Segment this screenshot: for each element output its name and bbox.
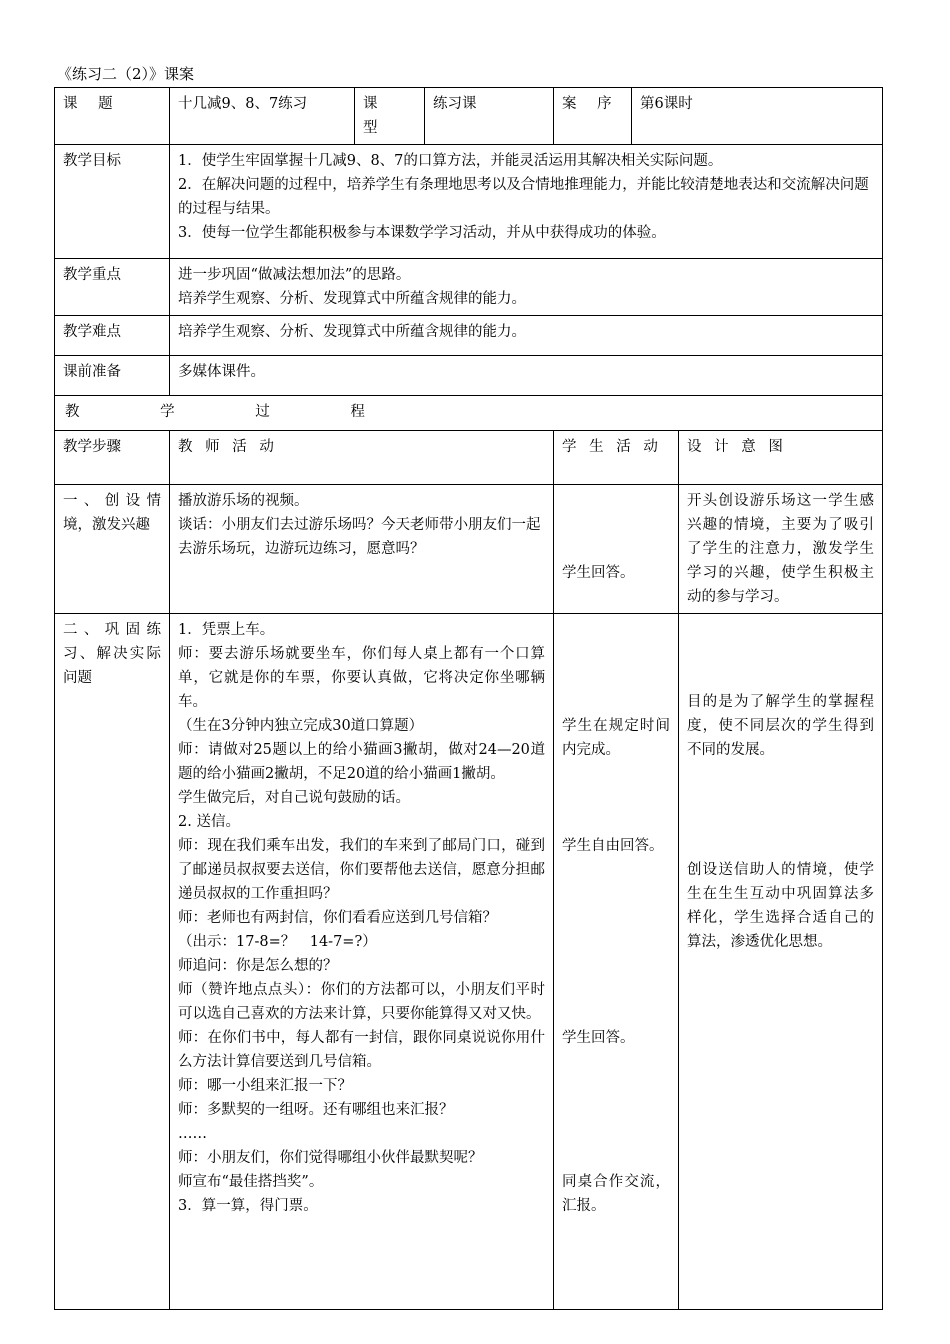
preparation-text: 多媒体课件。 — [170, 356, 883, 396]
header-row — [55, 88, 883, 145]
col-step-header: 教学步骤 — [55, 431, 170, 485]
teacher-line: 谈话：小朋友们去过游乐场吗？今天老师带小朋友们一起去游乐场玩，边游玩边练习，愿意吗？ — [178, 517, 541, 557]
teacher-line: 播放游乐场的视频。 — [178, 493, 309, 509]
student-line: 学生在规定时间内完成。 — [562, 718, 670, 758]
difficulty-label: 教学难点 — [55, 316, 170, 356]
key-points-row — [55, 259, 883, 316]
topic-value: 十几减9、8、7练习 — [170, 88, 355, 145]
teacher-line: 学生做完后，对自己说句鼓励的话。 — [178, 790, 410, 806]
intent-line: 目的是为了解学生的掌握程度，使不同层次的学生得到不同的发展。 — [687, 694, 875, 758]
teacher-line: 师追问：你是怎么想的？ — [178, 958, 338, 974]
student-line: 学生回答。 — [562, 565, 635, 581]
teacher-line: 师：现在我们乘车出发，我们的车来到了邮局门口，碰到了邮递员叔叔要去送信，你们要帮他去送信，愿意分担邮递员叔叔的工作重担吗？ — [178, 838, 545, 902]
type-value: 练习课 — [425, 88, 554, 145]
key-points-label: 教学重点 — [55, 259, 170, 316]
teacher-line: 师（赞许地点点头）：你们的方法都可以，小朋友们平时可以选自己喜欢的方法来计算，只要你能算得又对又快。 — [178, 982, 545, 1022]
goals-label: 教学目标 — [55, 145, 170, 259]
step1-student — [554, 485, 679, 614]
preparation-label: 课前准备 — [55, 356, 170, 396]
student-line: 同桌合作交流，汇报。 — [562, 1174, 670, 1214]
goals-row — [55, 145, 883, 259]
teacher-line: 师：要去游乐场就要坐车，你们每人桌上都有一个口算单，它就是你的车票，你要认真做，它将决定你坐哪辆车。 — [178, 646, 545, 710]
difficulty-text: 培养学生观察、分析、发现算式中所蕴含规律的能力。 — [170, 316, 883, 356]
student-line: 学生自由回答。 — [562, 838, 664, 854]
step1-teacher — [170, 485, 554, 614]
difficulty-row — [55, 316, 883, 356]
col-teacher-header: 教 师 活 动 — [170, 431, 554, 485]
order-value: 第6课时 — [632, 88, 883, 145]
teacher-line: （生在3分钟内独立完成30道口算题） — [178, 718, 424, 734]
goal-item: 1．使学生牢固掌握十几减9、8、7的口算方法，并能灵活运用其解决相关实际问题。 — [178, 153, 723, 169]
step2-name: 二、巩固练习、解决实际问题 — [55, 614, 170, 1310]
teacher-line: 师：请做对25题以上的给小猫画3撇胡，做对24—20道题的给小猫画2撇胡，不足20道的给小猫画1撇胡。 — [178, 742, 545, 782]
key-point-line: 进一步巩固“做减法想加法”的思路。 — [178, 267, 411, 283]
col-student-header: 学 生 活 动 — [554, 431, 679, 485]
process-header-row — [55, 431, 883, 485]
goals-content — [170, 145, 883, 259]
order-label: 案 序 — [554, 88, 632, 145]
lesson-plan-table — [54, 87, 883, 1310]
process-title-row — [55, 396, 883, 431]
student-line: 学生回答。 — [562, 1030, 635, 1046]
step2-intent — [679, 614, 883, 1310]
teacher-line: …… — [178, 1126, 207, 1142]
teacher-line: 师宣布“最佳搭挡奖”。 — [178, 1174, 324, 1190]
step2-student — [554, 614, 679, 1310]
teacher-line: 师：哪一小组来汇报一下？ — [178, 1078, 352, 1094]
teacher-line: 1．凭票上车。 — [178, 622, 275, 638]
col-intent-header: 设 计 意 图 — [679, 431, 883, 485]
teacher-line: 师：老师也有两封信，你们看看应送到几号信箱？ — [178, 910, 497, 926]
teacher-line: 2. 送信。 — [178, 814, 240, 830]
teacher-line: 师：在你们书中，每人都有一封信，跟你同桌说说你用什么方法计算信要送到几号信箱。 — [178, 1030, 545, 1070]
teacher-line: （出示：17-8=？ 14-7=?） — [178, 934, 377, 950]
preparation-row — [55, 356, 883, 396]
goal-item: 3．使每一位学生都能积极参与本课数学学习活动，并从中获得成功的体验。 — [178, 225, 666, 241]
teacher-line: 师：小朋友们，你们觉得哪组小伙伴最默契呢？ — [178, 1150, 483, 1166]
topic-label: 课 题 — [55, 88, 170, 145]
step2-teacher — [170, 614, 554, 1310]
process-title: 教 学 过 程 — [55, 396, 883, 431]
step2-row — [55, 614, 883, 1310]
document-title: 《练习二（2）》课案 — [57, 65, 195, 83]
step1-intent: 开头创设游乐场这一学生感兴趣的情境，主要为了吸引了学生的注意力，激发学生学习的兴趣，使学生积极主动的参与学习。 — [679, 485, 883, 614]
key-points-content — [170, 259, 883, 316]
step1-row — [55, 485, 883, 614]
intent-line: 创设送信助人的情境，使学生在生生互动中巩固算法多样化，学生选择合适自己的算法，渗透优化思想。 — [687, 862, 875, 950]
step1-name: 一、创设情境，激发兴趣 — [55, 485, 170, 614]
teacher-line: 3．算一算，得门票。 — [178, 1198, 318, 1214]
teacher-line: 师：多默契的一组呀。还有哪组也来汇报？ — [178, 1102, 454, 1118]
type-label: 课 型 — [355, 88, 425, 145]
key-point-line: 培养学生观察、分析、发现算式中所蕴含规律的能力。 — [178, 291, 526, 307]
goal-item: 2．在解决问题的过程中，培养学生有条理地思考以及合情地推理能力，并能比较清楚地表达和交流解决问题的过程与结果。 — [178, 177, 869, 217]
